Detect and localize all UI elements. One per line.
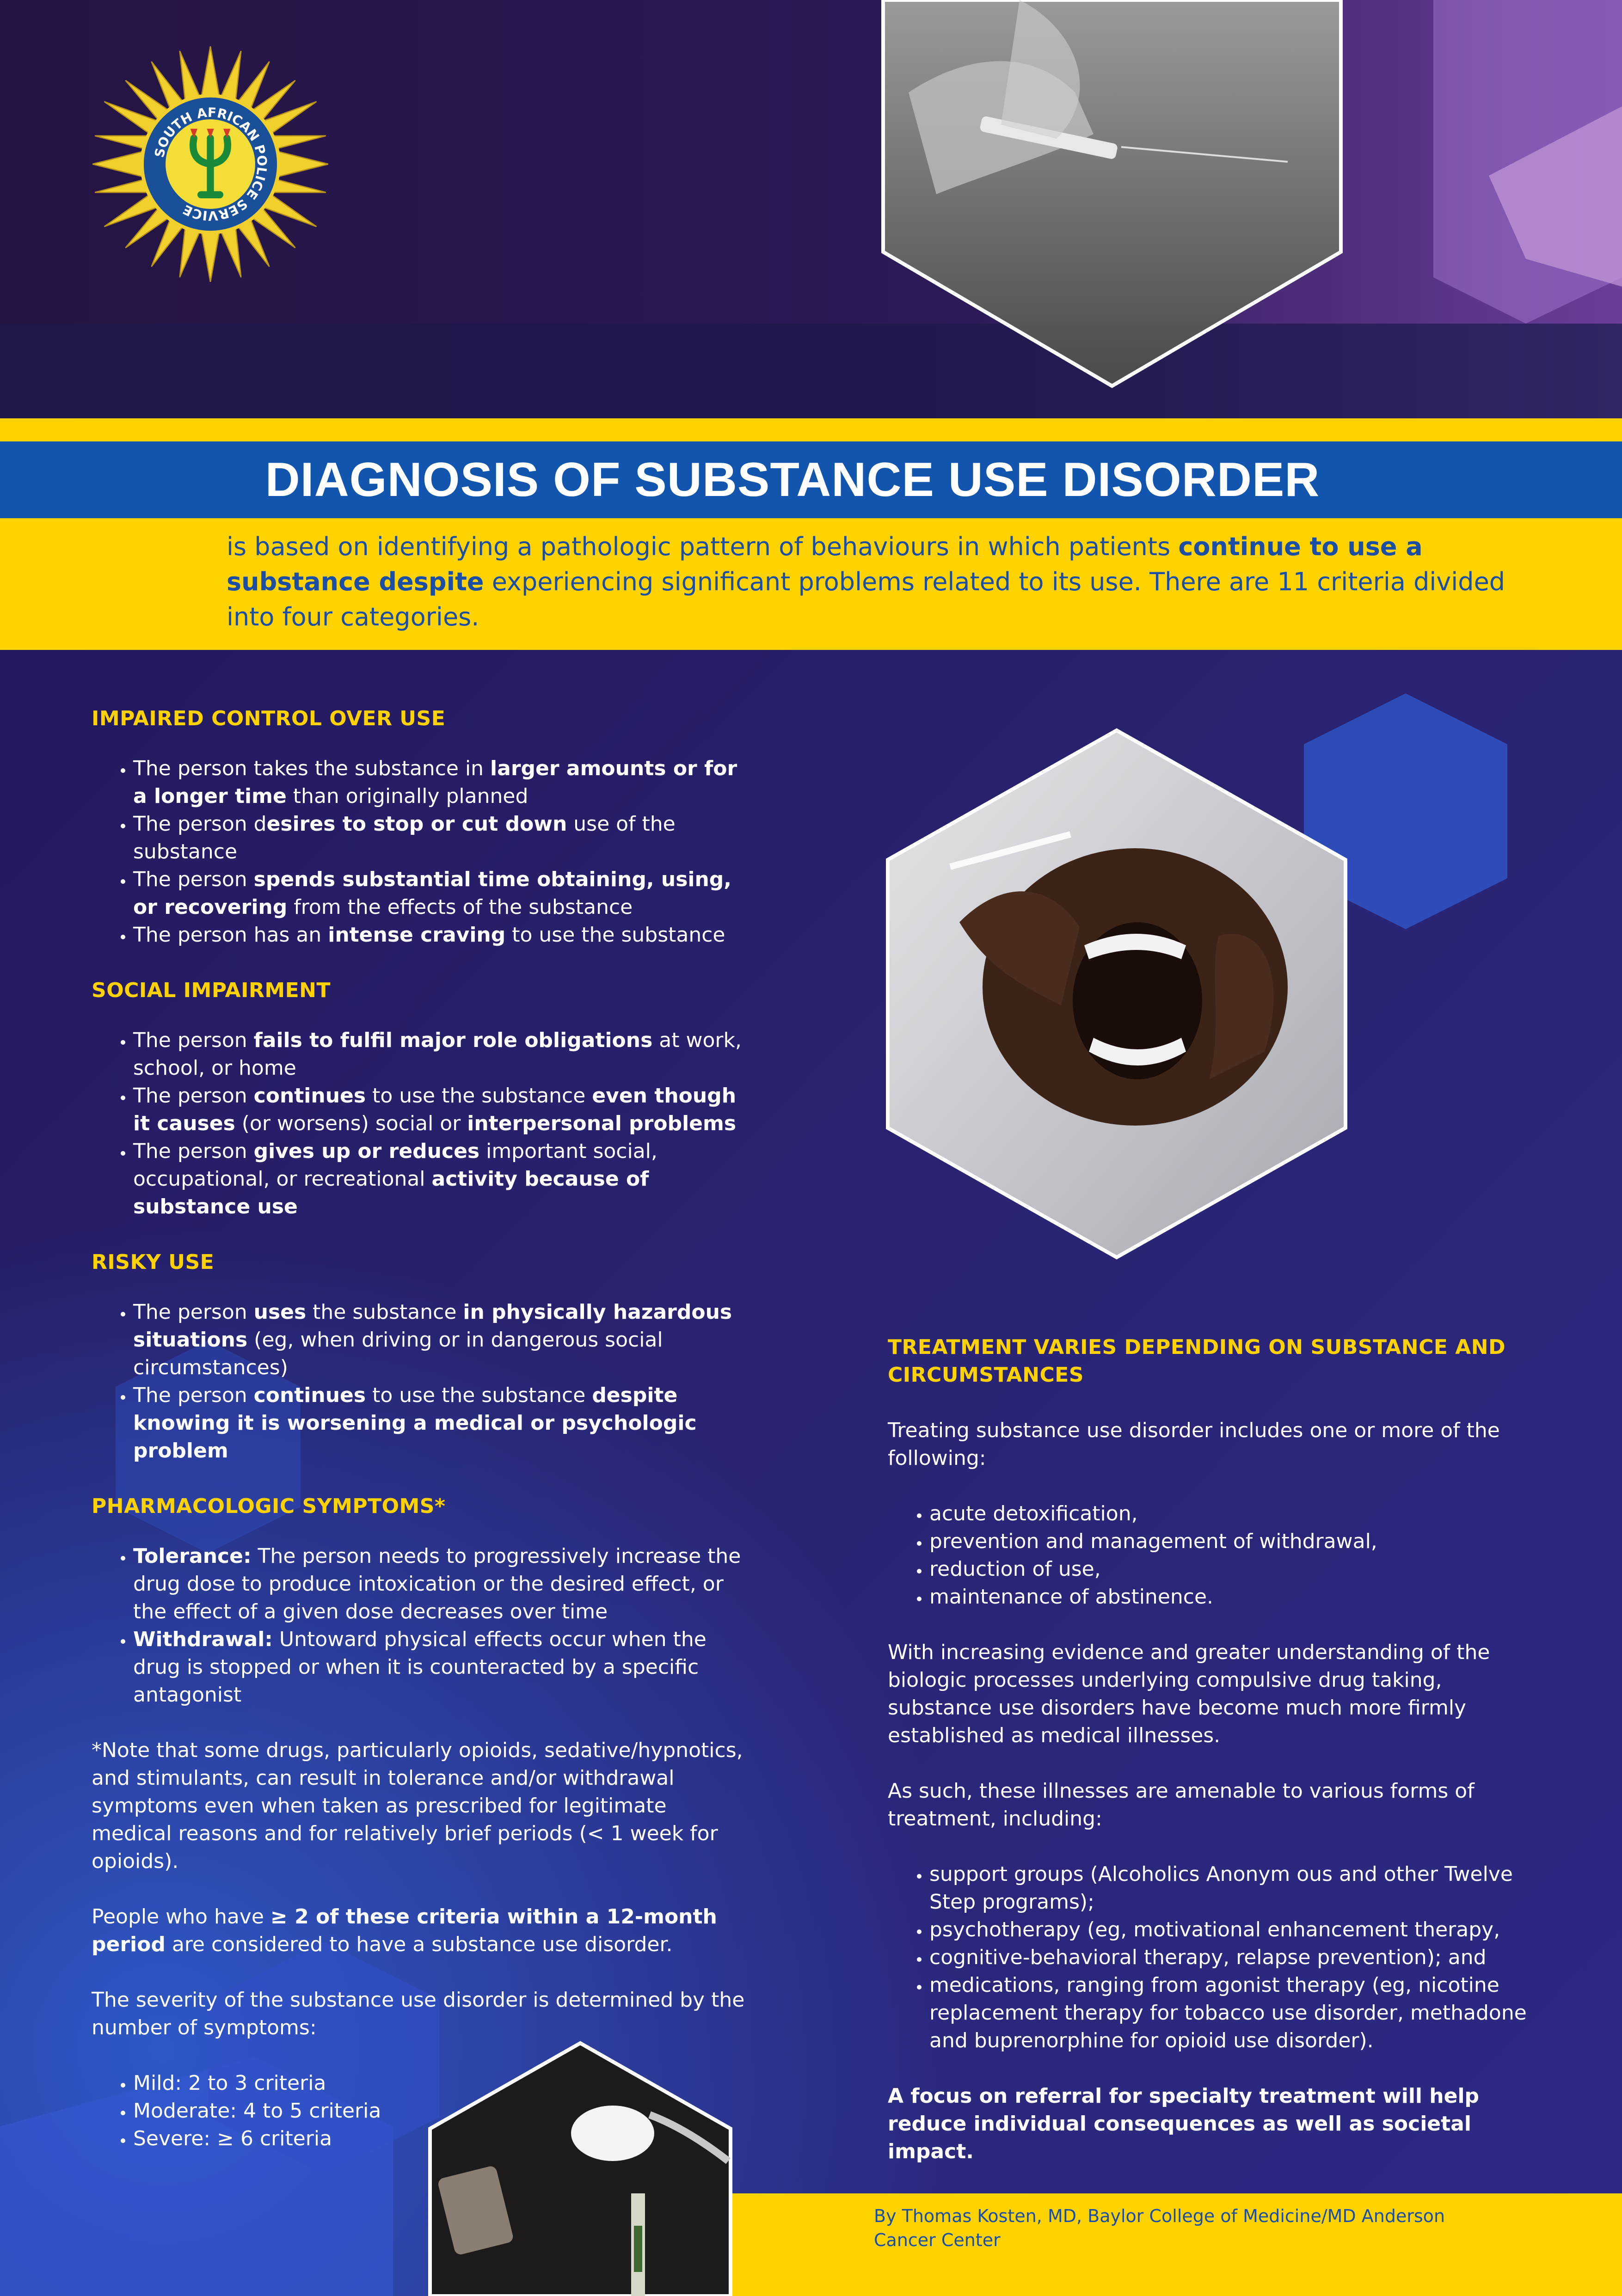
list-item: • Moderate: 4 to 5 criteria — [133, 2097, 748, 2125]
treatment-list — [888, 1500, 1535, 1611]
list-item: • The person has an intense craving to use the substance — [133, 921, 748, 949]
list-item: • prevention and management of withdrawal, — [929, 1528, 1535, 1555]
list-item: • The person takes the substance in larger amounts or for a longer time than originally planned — [133, 755, 748, 810]
saps-logo — [92, 46, 328, 282]
list-item: • acute detoxification, — [929, 1500, 1535, 1528]
impaired-control-list — [92, 755, 748, 949]
intro-text: is based on identifying a pathologic pattern of behaviours in which patients continue to use a substance despite experiencing significant problems related to its use. There are 11 criteria divided into four categories. — [227, 532, 1505, 631]
syringe-injection-photo — [881, 0, 1343, 388]
child-screaming-photo — [885, 728, 1348, 1260]
list-item: • The person continues to use the substance despite knowing it is worsening a medical or psychologic problem — [133, 1382, 748, 1465]
list-item: • maintenance of abstinence. — [929, 1583, 1535, 1611]
drug-paraphernalia-photo — [428, 2041, 733, 2296]
treatment-forms-intro: As such, these illnesses are amenable to various forms of treatment, including: — [888, 1779, 1475, 1831]
heading-risky-use: RISKY USE — [92, 1250, 215, 1274]
list-item: • The person spends substantial time obtaining, using, or recovering from the effects of the substance — [133, 866, 748, 921]
heading-pharmacologic: PHARMACOLOGIC SYMPTOMS* — [92, 1494, 446, 1518]
title-top-stripe — [0, 418, 1622, 441]
author-credit: By Thomas Kosten, MD, Baylor College of Medicine/MD Anderson Cancer Center — [874, 2206, 1445, 2250]
list-item: • The person gives up or reduces important social, occupational, or recreational activity because of substance use — [133, 1138, 748, 1221]
list-item: • reduction of use, — [929, 1555, 1535, 1583]
list-item: • Withdrawal: Untoward physical effects occur when the drug is stopped or when it is counteracted by a specific antagonist — [133, 1626, 748, 1709]
list-item: • The person desires to stop or cut down use of the substance — [133, 810, 748, 866]
page-title: DIAGNOSIS OF SUBSTANCE USE DISORDER — [265, 453, 1320, 507]
heading-impaired-control: IMPAIRED CONTROL OVER USE — [92, 707, 446, 730]
pharmacologic-list — [92, 1543, 748, 1709]
closing-statement: A focus on referral for specialty treatment will help reduce individual consequences as well as societal impact. — [888, 2084, 1480, 2163]
risky-use-list — [92, 1298, 748, 1465]
heading-social-impairment: SOCIAL IMPAIRMENT — [92, 979, 331, 1002]
right-column — [888, 1334, 1535, 2166]
list-item: • cognitive-behavioral therapy, relapse prevention); and — [929, 1944, 1535, 1971]
logo-text: SOUTH AFRICAN POLICE SERVICE — [151, 104, 270, 224]
list-item: • The person uses the substance in physically hazardous situations (eg, when driving or in dangerous social circumstances) — [133, 1298, 748, 1382]
list-item: • The person continues to use the substance even though it causes (or worsens) social or interpersonal problems — [133, 1082, 748, 1138]
evidence-paragraph: With increasing evidence and greater understanding of the biologic processes underlying compulsive drug taking, substance use disorders have become much more firmly established as medical illnesses. — [888, 1641, 1490, 1747]
left-column — [92, 705, 748, 2153]
list-item: • psychotherapy (eg, motivational enhancement therapy, — [929, 1916, 1535, 1944]
list-item: • Tolerance: The person needs to progressively increase the drug dose to produce intoxication or the desired effect, or the effect of a given dose decreases over time — [133, 1543, 748, 1626]
treatment-forms-list — [888, 1861, 1535, 2055]
list-item: • support groups (Alcoholics Anonym ous and other Twelve Step programs); — [929, 1861, 1535, 1916]
list-item: • Severe: ≥ 6 criteria — [133, 2125, 748, 2153]
pharmacologic-note: *Note that some drugs, particularly opioids, sedative/hypnotics, and stimulants, can result in tolerance and/or withdrawal symptoms even when taken as prescribed for legitimate medical reasons and for relatively brief periods (< 1 week for opioids). — [92, 1739, 743, 1873]
treatment-intro: Treating substance use disorder includes one or more of the following: — [888, 1419, 1500, 1470]
list-item: • The person fails to fulfil major role obligations at work, school, or home — [133, 1027, 748, 1082]
criteria-statement: People who have ≥ 2 of these criteria within a 12-month period are considered to have a substance use disorder. — [92, 1905, 717, 1956]
severity-intro: The severity of the substance use disorder is determined by the number of symptoms: — [92, 1988, 745, 2039]
list-item: • medications, ranging from agonist therapy (eg, nicotine replacement therapy for tobacco use disorder, methadone and buprenorphine for opioid use disorder). — [929, 1971, 1535, 2055]
heading-treatment: TREATMENT VARIES DEPENDING ON SUBSTANCE AND CIRCUMSTANCES — [888, 1335, 1506, 1387]
list-item: • Mild: 2 to 3 criteria — [133, 2069, 748, 2097]
social-impairment-list — [92, 1027, 748, 1221]
